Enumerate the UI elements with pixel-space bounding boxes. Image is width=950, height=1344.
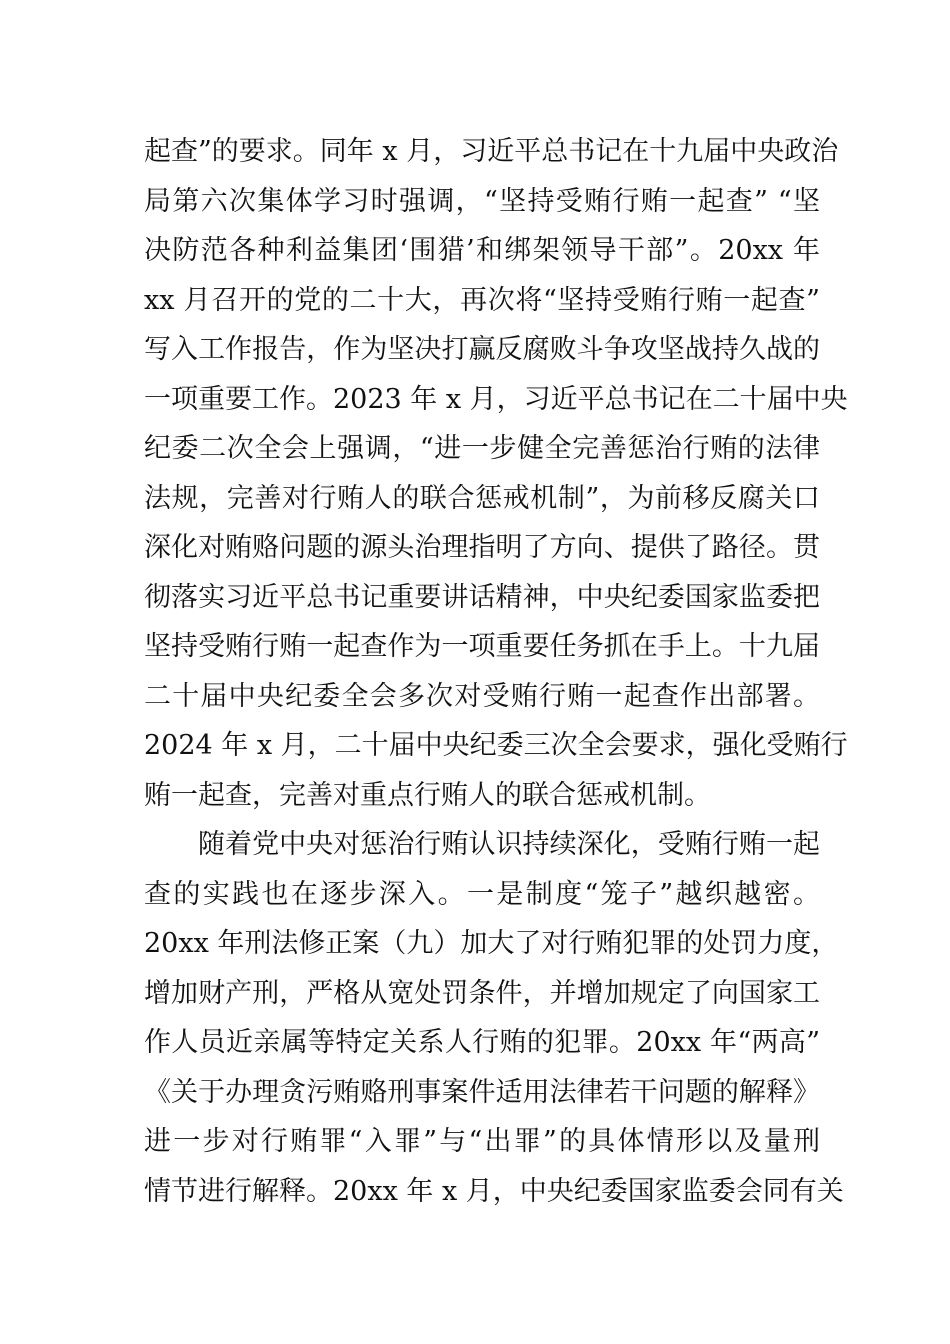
paragraph-2	[144, 820, 844, 1216]
text-line: 彻落实习近平总书记重要讲话精神，中央纪委国家监委把	[144, 581, 820, 613]
text-line: 《关于办理贪污贿赂刑事案件适用法律若干问题的解释》	[144, 1076, 820, 1108]
text-line: 进一步对行贿罪“入罪”与“出罪”的具体情形以及量刑	[144, 1126, 820, 1157]
text-line: 纪委二次全会上强调，“进一步健全完善惩治行贿的法律	[144, 433, 820, 464]
text-line: 20xx 年刑法修正案（九）加大了对行贿犯罪的处罚力度，	[144, 928, 839, 959]
text-line: 局第六次集体学习时强调，“坚持受贿行贿一起查” “坚	[144, 185, 820, 217]
text-line: 深化对贿赂问题的源头治理指明了方向、提供了路径。贯	[144, 532, 820, 563]
text-line: 法规，完善对行贿人的联合惩戒机制”，为前移反腐关口	[144, 482, 820, 514]
text-line: 贿一起查，完善对重点行贿人的联合惩戒机制。	[144, 779, 711, 811]
text-line: 坚持受贿行贿一起查作为一项重要任务抓在手上。十九届	[144, 631, 820, 662]
text-line: 2024 年 x 月，二十届中央纪委三次全会要求，强化受贿行	[144, 730, 848, 761]
text-line: 写入工作报告，作为坚决打赢反腐败斗争攻坚战持久战的	[144, 334, 820, 365]
paragraph-1	[144, 127, 848, 820]
text-line: 二十届中央纪委全会多次对受贿行贿一起查作出部署。	[144, 680, 820, 712]
text-line: 随着党中央对惩治行贿认识持续深化，受贿行贿一起	[198, 829, 820, 860]
text-line: 决防范各种利益集团‘围猎’和绑架领导干部”。20xx 年	[144, 235, 820, 266]
document-text-body	[144, 127, 848, 1216]
text-line: 查的实践也在逐步深入。一是制度“笼子”越织越密。	[144, 878, 820, 910]
text-line: 情节进行解释。20xx 年 x 月，中央纪委国家监委会同有关	[144, 1175, 844, 1207]
text-line: xx 月召开的党的二十大，再次将“坚持受贿行贿一起查”	[144, 284, 820, 316]
text-line: 一项重要工作。2023 年 x 月，习近平总书记在二十届中央	[144, 383, 848, 415]
text-line: 作人员近亲属等特定关系人行贿的犯罪。20xx 年“两高”	[144, 1027, 820, 1058]
text-line: 起查”的要求。同年 x 月，习近平总书记在十九届中央政治	[144, 136, 839, 167]
text-line: 增加财产刑，严格从宽处罚条件，并增加规定了向国家工	[144, 977, 820, 1009]
